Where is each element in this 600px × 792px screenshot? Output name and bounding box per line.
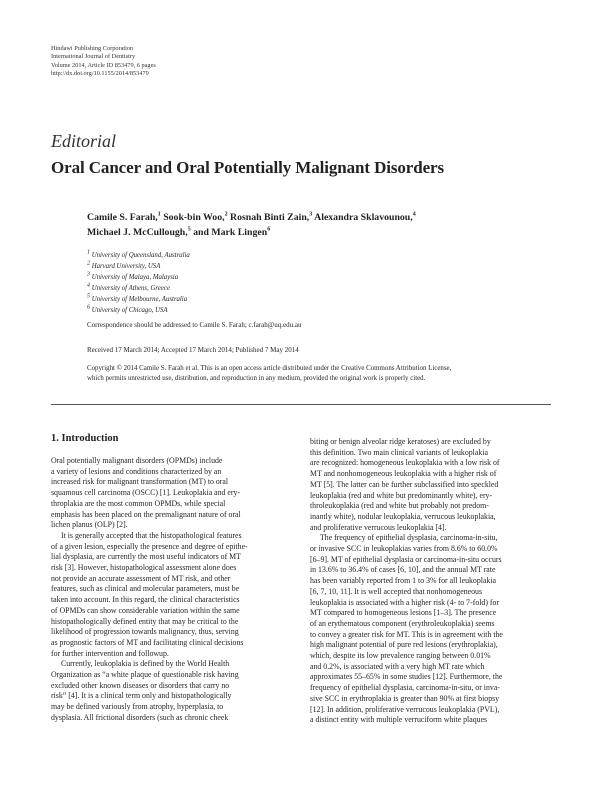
- body-text-line: lichen planus (OLP) [2].: [51, 520, 128, 530]
- publisher-name: Hindawi Publishing Corporation: [51, 45, 134, 52]
- body-paragraph: [310, 437, 550, 533]
- copyright-notice: [87, 364, 557, 384]
- author-name: Sook-bin Woo,: [160, 212, 225, 223]
- journal-name: International Journal of Dentistry: [51, 53, 136, 61]
- left-column: [51, 456, 291, 724]
- body-text-line: are recognized: homogeneous leukoplakia with a low risk of: [310, 458, 500, 468]
- copyright-line-2: which permits unrestricted use, distribution, and reproduction in any medium, provided the original work is properly cited.: [87, 375, 426, 382]
- body-text-line: high malignant potential of pure red lesions (erythroplakia),: [310, 640, 498, 650]
- affiliation-marker: 3: [309, 211, 313, 218]
- body-text-line: The frequency of epithelial dysplasia, carcinoma-in-situ,: [320, 533, 498, 543]
- body-text-line: increased risk for malignant transformation (MT) to oral: [51, 477, 229, 487]
- affiliation-number: 5: [87, 293, 90, 300]
- body-text-line: inantly white), nodular leukoplakia, verrucous leukoplakia,: [310, 511, 496, 521]
- affiliation-number: 2: [87, 260, 90, 267]
- affiliation-text: University of Chicago, USA: [90, 307, 168, 314]
- affiliation-item: [87, 294, 190, 305]
- body-text-line: throplakia are the most common OPMDs, while special: [51, 498, 226, 508]
- body-text-line: dysplasia. All frictional disorders (such as chronic cheek: [51, 712, 229, 722]
- affiliation-number: 3: [87, 271, 90, 278]
- affiliation-marker: 6: [267, 226, 271, 233]
- body-text-line: MT compared to homogeneous lesions [1–3]. The presence: [310, 608, 497, 618]
- author-name: Alexandra Sklavounou,: [312, 212, 413, 223]
- body-text-line: which, despite its low prevalence ranging between 0.01%: [310, 651, 491, 661]
- body-text-line: [6, 7, 10, 11]. It is well accepted that nonhomogeneous: [310, 586, 483, 596]
- body-text-line: sive SCC in erythroplakia is greater than 90% at first biopsy: [310, 693, 500, 703]
- body-text-line: excluded other known diseases or disorders that carry no: [51, 680, 230, 690]
- affiliation-item: [87, 305, 190, 316]
- affiliation-text: University of Melbourne, Australia: [90, 296, 188, 303]
- body-text-line: MT [5]. The latter can be further subclassified into speckled: [310, 479, 499, 489]
- body-text-line: Oral potentially malignant disorders (OPMDs) include: [51, 456, 223, 465]
- body-text-line: a distinct entity with multiple verruciform white plaques: [310, 715, 488, 725]
- section-heading: 1. Introduction: [51, 433, 119, 444]
- volume-info: Volume 2014, Article ID 853479, 6 pages: [51, 61, 156, 69]
- publication-dates: Received 17 March 2014; Accepted 17 March 2014; Published 7 May 2014: [87, 346, 299, 354]
- body-paragraph: [51, 456, 291, 531]
- body-text-line: as prognostic factors of MT and facilitating clinical decisions: [51, 637, 244, 647]
- body-text-line: biting or benign alveolar ridge keratoses) are excluded by: [310, 437, 491, 446]
- body-text-line: MT and nonhomogeneous leukoplakia with a higher risk of: [310, 469, 497, 479]
- body-text-line: and proliferative verrucous leukoplakia [4].: [310, 522, 447, 532]
- body-text-line: [6–9]. MT of epithelial dysplasia or carcinoma-in-situ occurs: [310, 554, 502, 564]
- body-text-line: leukoplakia (red and white but predominantly white), ery-: [310, 490, 493, 500]
- body-text-line: Currently, leukoplakia is defined by the World Health: [61, 659, 230, 669]
- article-title: Oral Cancer and Oral Potentially Malignant Disorders: [51, 158, 445, 177]
- affiliation-number: 6: [87, 304, 90, 311]
- body-text-line: this definition. Two main clinical variants of leukoplakia: [310, 447, 488, 457]
- body-text-line: and 0.2%, is associated with a very high MT rate which: [310, 661, 485, 671]
- body-text-line: emphasis has been placed on the premalignant nature of oral: [51, 509, 241, 519]
- body-text-line: features, such as clinical and molecular parameters, must be: [51, 584, 240, 594]
- body-text-line: throleukoplakia (red and white but probably not predom-: [310, 501, 489, 511]
- affiliation-item: [87, 250, 190, 261]
- body-paragraph: [310, 533, 550, 726]
- body-text-line: leukoplakia is associated with a higher risk (4- to 7-fold) for: [310, 597, 500, 607]
- author-line-2: [87, 225, 557, 240]
- affiliation-text: University of Queensland, Australia: [90, 252, 190, 259]
- body-text-line: or invasive SCC in leukoplakias varies from 8.6% to 60.0%: [310, 544, 498, 554]
- body-text-line: frequency of epithelial dysplasia, carcinoma-in-situ, or inva-: [310, 683, 500, 693]
- body-text-line: risk” [4]. It is a clinical term only and histopathologically: [51, 691, 232, 701]
- affiliation-marker: 5: [187, 226, 191, 233]
- correspondence-line: Correspondence should be addressed to Camile S. Farah; c.farah@uq.edu.au: [87, 321, 302, 329]
- body-text-line: squamous cell carcinoma (OSCC) [1]. Leukoplakia and ery-: [51, 488, 241, 498]
- author-line-1: [87, 210, 557, 225]
- affiliation-number: 4: [87, 282, 90, 289]
- body-text-line: a variety of lesions and conditions characterized by an: [51, 466, 222, 476]
- body-paragraph: [51, 659, 291, 723]
- affiliation-text: University of Athens, Greece: [90, 285, 170, 292]
- body-text-line: may be defined variously from atrophy, hyperplasia, to: [51, 702, 224, 712]
- right-column: [310, 437, 550, 726]
- body-text-line: approximates 55–65% in some studies [12]. Furthermore, the: [310, 672, 503, 682]
- journal-header: [51, 45, 156, 79]
- affiliation-text: University of Malaya, Malaysia: [90, 274, 179, 281]
- author-list: [87, 210, 557, 240]
- body-text-line: for further intervention and followup.: [51, 648, 169, 658]
- body-text-line: likelihood of progression towards malignancy, thus, serving: [51, 627, 239, 637]
- body-text-line: of OPMDs can show considerable variation within the same: [51, 605, 240, 615]
- body-paragraph: [51, 531, 291, 659]
- author-name: and Mark Lingen: [190, 227, 268, 238]
- body-text-line: histopathologically defined entity that may be critical to the: [51, 616, 239, 626]
- body-text-line: lial dysplasia, are currently the most useful indicators of MT: [51, 552, 241, 562]
- article-type-label: Editorial: [51, 131, 117, 151]
- body-text-line: taken into account. In this regard, the clinical characteristics: [51, 595, 240, 605]
- affiliation-item: [87, 261, 190, 272]
- body-text-line: of a given lesion, especially the presence and degree of epithe-: [51, 541, 248, 551]
- affiliation-item: [87, 283, 190, 294]
- body-text-line: It is generally accepted that the histopathological features: [61, 530, 242, 540]
- affiliation-marker: 1: [157, 211, 161, 218]
- body-text-line: of an erythematous component (erythroleukoplakia) seems: [310, 618, 495, 628]
- affiliation-marker: 4: [412, 211, 416, 218]
- body-text-line: Organization as “a white plaque of questionable risk having: [51, 670, 239, 680]
- author-name: Michael J. McCullough,: [87, 227, 188, 238]
- body-text-line: not provide an accurate assessment of MT risk, and other: [51, 573, 231, 583]
- body-text-line: [12]. In addition, proliferative verrucous leukoplakia (PVL),: [310, 704, 500, 714]
- header-divider: [51, 404, 551, 405]
- doi-link[interactable]: http://dx.doi.org/10.1155/2014/853479: [51, 70, 149, 78]
- body-text-line: to convey a greater risk for MT. This is in agreement with the: [310, 629, 503, 639]
- affiliation-item: [87, 272, 190, 283]
- affiliation-list: [87, 250, 190, 316]
- body-text-line: risk [3]. However, histopathological assessment alone does: [51, 563, 237, 573]
- copyright-line-1: Copyright © 2014 Camile S. Farah et al. This is an open access article distributed under the Creative Commons Attribution License,: [87, 365, 452, 372]
- affiliation-marker: 2: [224, 211, 228, 218]
- author-name: Rosnah Binti Zain,: [227, 212, 310, 223]
- affiliation-number: 1: [87, 249, 90, 256]
- affiliation-text: Harvard University, USA: [90, 263, 161, 270]
- body-text-line: in 13.6% to 36.4% of cases [6, 10], and the annual MT rate: [310, 565, 496, 575]
- author-name: Camile S. Farah,: [87, 212, 158, 223]
- body-text-line: has been variably reported from 1 to 3% for all leukoplakia: [310, 576, 497, 586]
